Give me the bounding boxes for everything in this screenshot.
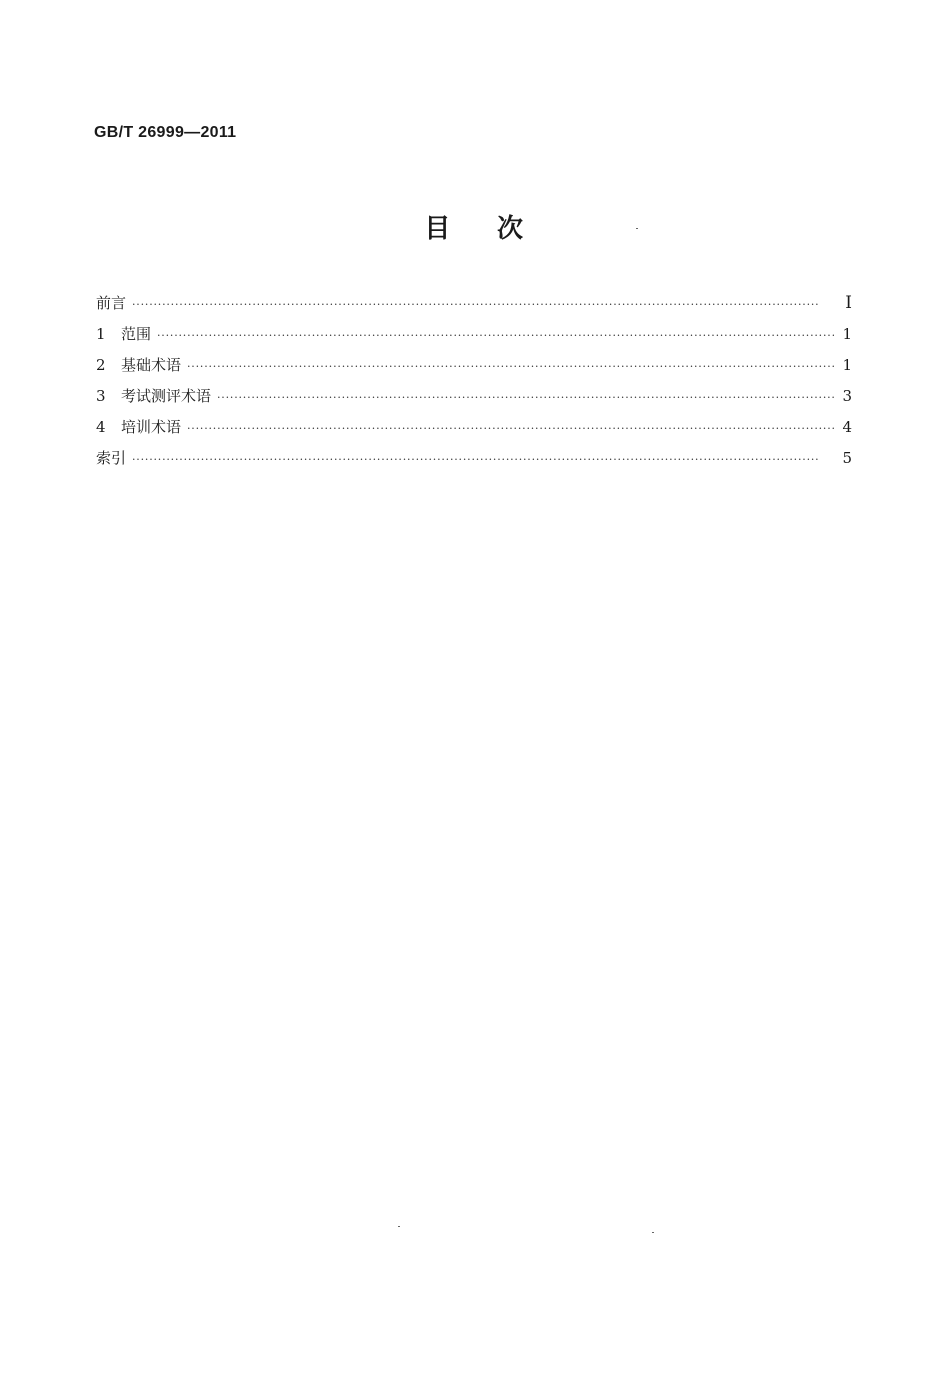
toc-entry-label: 基础术语 [121, 356, 182, 374]
scan-speck [398, 1226, 400, 1227]
toc-leader-dots [132, 453, 834, 466]
toc-leader-dots [187, 422, 834, 435]
toc-entry-label: 前言 [96, 294, 127, 312]
scan-speck [652, 1232, 654, 1233]
toc-entry-scope[interactable] [96, 323, 852, 354]
standard-code: GB/T 26999—2011 [94, 124, 237, 141]
toc-entry-label: 范围 [121, 325, 152, 343]
toc-entry-label: 索引 [96, 449, 127, 467]
toc-entry-label: 考试测评术语 [121, 387, 212, 405]
title-char-1: 目 [424, 214, 453, 244]
title-char-2: 次 [497, 214, 526, 244]
toc-leader-dots [217, 391, 834, 404]
toc-entry-page: Ⅰ [845, 293, 852, 313]
toc-entry-exam-terms[interactable] [96, 385, 852, 416]
toc-entry-page: 4 [842, 418, 852, 436]
page-title [0, 208, 950, 245]
toc-entry-index[interactable] [96, 447, 852, 478]
toc-entry-page: 1 [842, 356, 852, 374]
toc-entry-page: 1 [842, 325, 852, 343]
toc-entry-foreword[interactable] [96, 292, 852, 323]
toc-leader-dots [157, 329, 834, 342]
toc-entry-label: 培训术语 [121, 418, 182, 436]
scan-speck [636, 228, 638, 229]
toc-entry-number: 3 [96, 387, 106, 405]
table-of-contents [96, 292, 852, 478]
toc-entry-basic-terms[interactable] [96, 354, 852, 385]
toc-entry-number: 1 [96, 325, 106, 343]
toc-leader-dots [132, 298, 834, 311]
toc-entry-page: 5 [842, 449, 852, 467]
toc-leader-dots [187, 360, 834, 373]
toc-entry-number: 4 [96, 418, 106, 436]
toc-entry-page: 3 [842, 387, 852, 405]
toc-entry-training-terms[interactable] [96, 416, 852, 447]
toc-entry-number: 2 [96, 356, 106, 374]
